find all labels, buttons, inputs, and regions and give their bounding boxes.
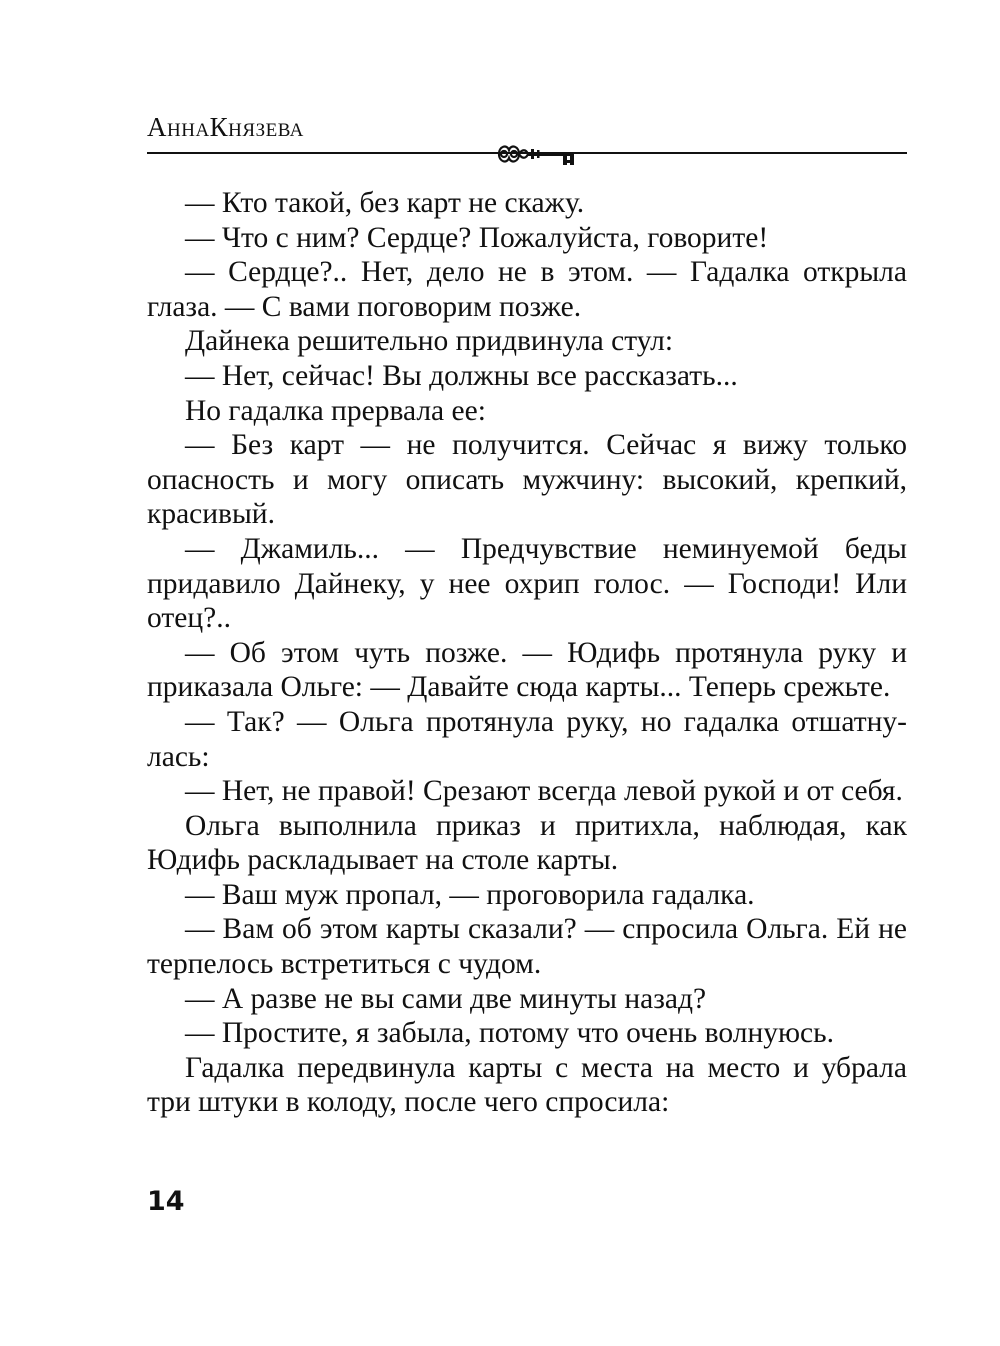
paragraph: — Без карт — не получится. Сейчас я вижу только опасность и могу описать мужчину: высокий, крепкий, красивый. (147, 429, 907, 531)
paragraph: Ольга выполнила приказ и притихла, наблюдая, как Юдифь раскладывает на столе карты. (147, 809, 907, 877)
page-number: 14 (147, 1186, 185, 1217)
paragraph: — Ваш муж пропал, — проговорила гадалка. (185, 878, 755, 911)
key-icon (495, 138, 585, 170)
paragraph: — А разве не вы сами две минуты назад? (185, 982, 707, 1015)
paragraph: — Нет, не правой! Срезают всегда левой рукой и от себя. (185, 775, 903, 808)
paragraph: — Об этом чуть позже. — Юдифь протянула руку и приказала Ольге: — Давайте сюда карты... Теперь срежьте. (147, 636, 907, 704)
paragraph: Но гадалка прервала ее: (185, 394, 486, 427)
paragraph: — Вам об этом карты сказали? — спросила Ольга. Ей не терпелось встретиться с чудом. (147, 913, 907, 981)
paragraph: — Джамиль... — Предчувствие неминуемой беды придавило Дайнеку, у нее охрип голос. — Господи! Или отец?.. (147, 532, 907, 635)
page-body (147, 186, 907, 1120)
paragraph: — Сердце?.. Нет, дело не в этом. — Гадалка открыла глаза. — С вами поговорим позже. (147, 256, 907, 323)
paragraph: — Нет, сейчас! Вы должны все рассказать... (185, 359, 738, 392)
paragraph: — Простите, я забыла, потому что очень волнуюсь. (185, 1017, 834, 1050)
paragraph: — Что с ним? Сердце? Пожалуйста, говорите! (185, 221, 769, 254)
paragraph: — Кто такой, без карт не скажу. (185, 187, 585, 219)
author-name: АннаКнязева (147, 112, 304, 142)
paragraph: — Так? — Ольга протянула руку, но гадалка отшатнулась: (147, 705, 907, 773)
paragraph: Гадалка передвинула карты с места на место и убрала три штуки в колоду, после чего спросила: (147, 1051, 907, 1119)
running-header (147, 112, 907, 172)
paragraph: Дайнека решительно придвинула стул: (185, 325, 674, 358)
